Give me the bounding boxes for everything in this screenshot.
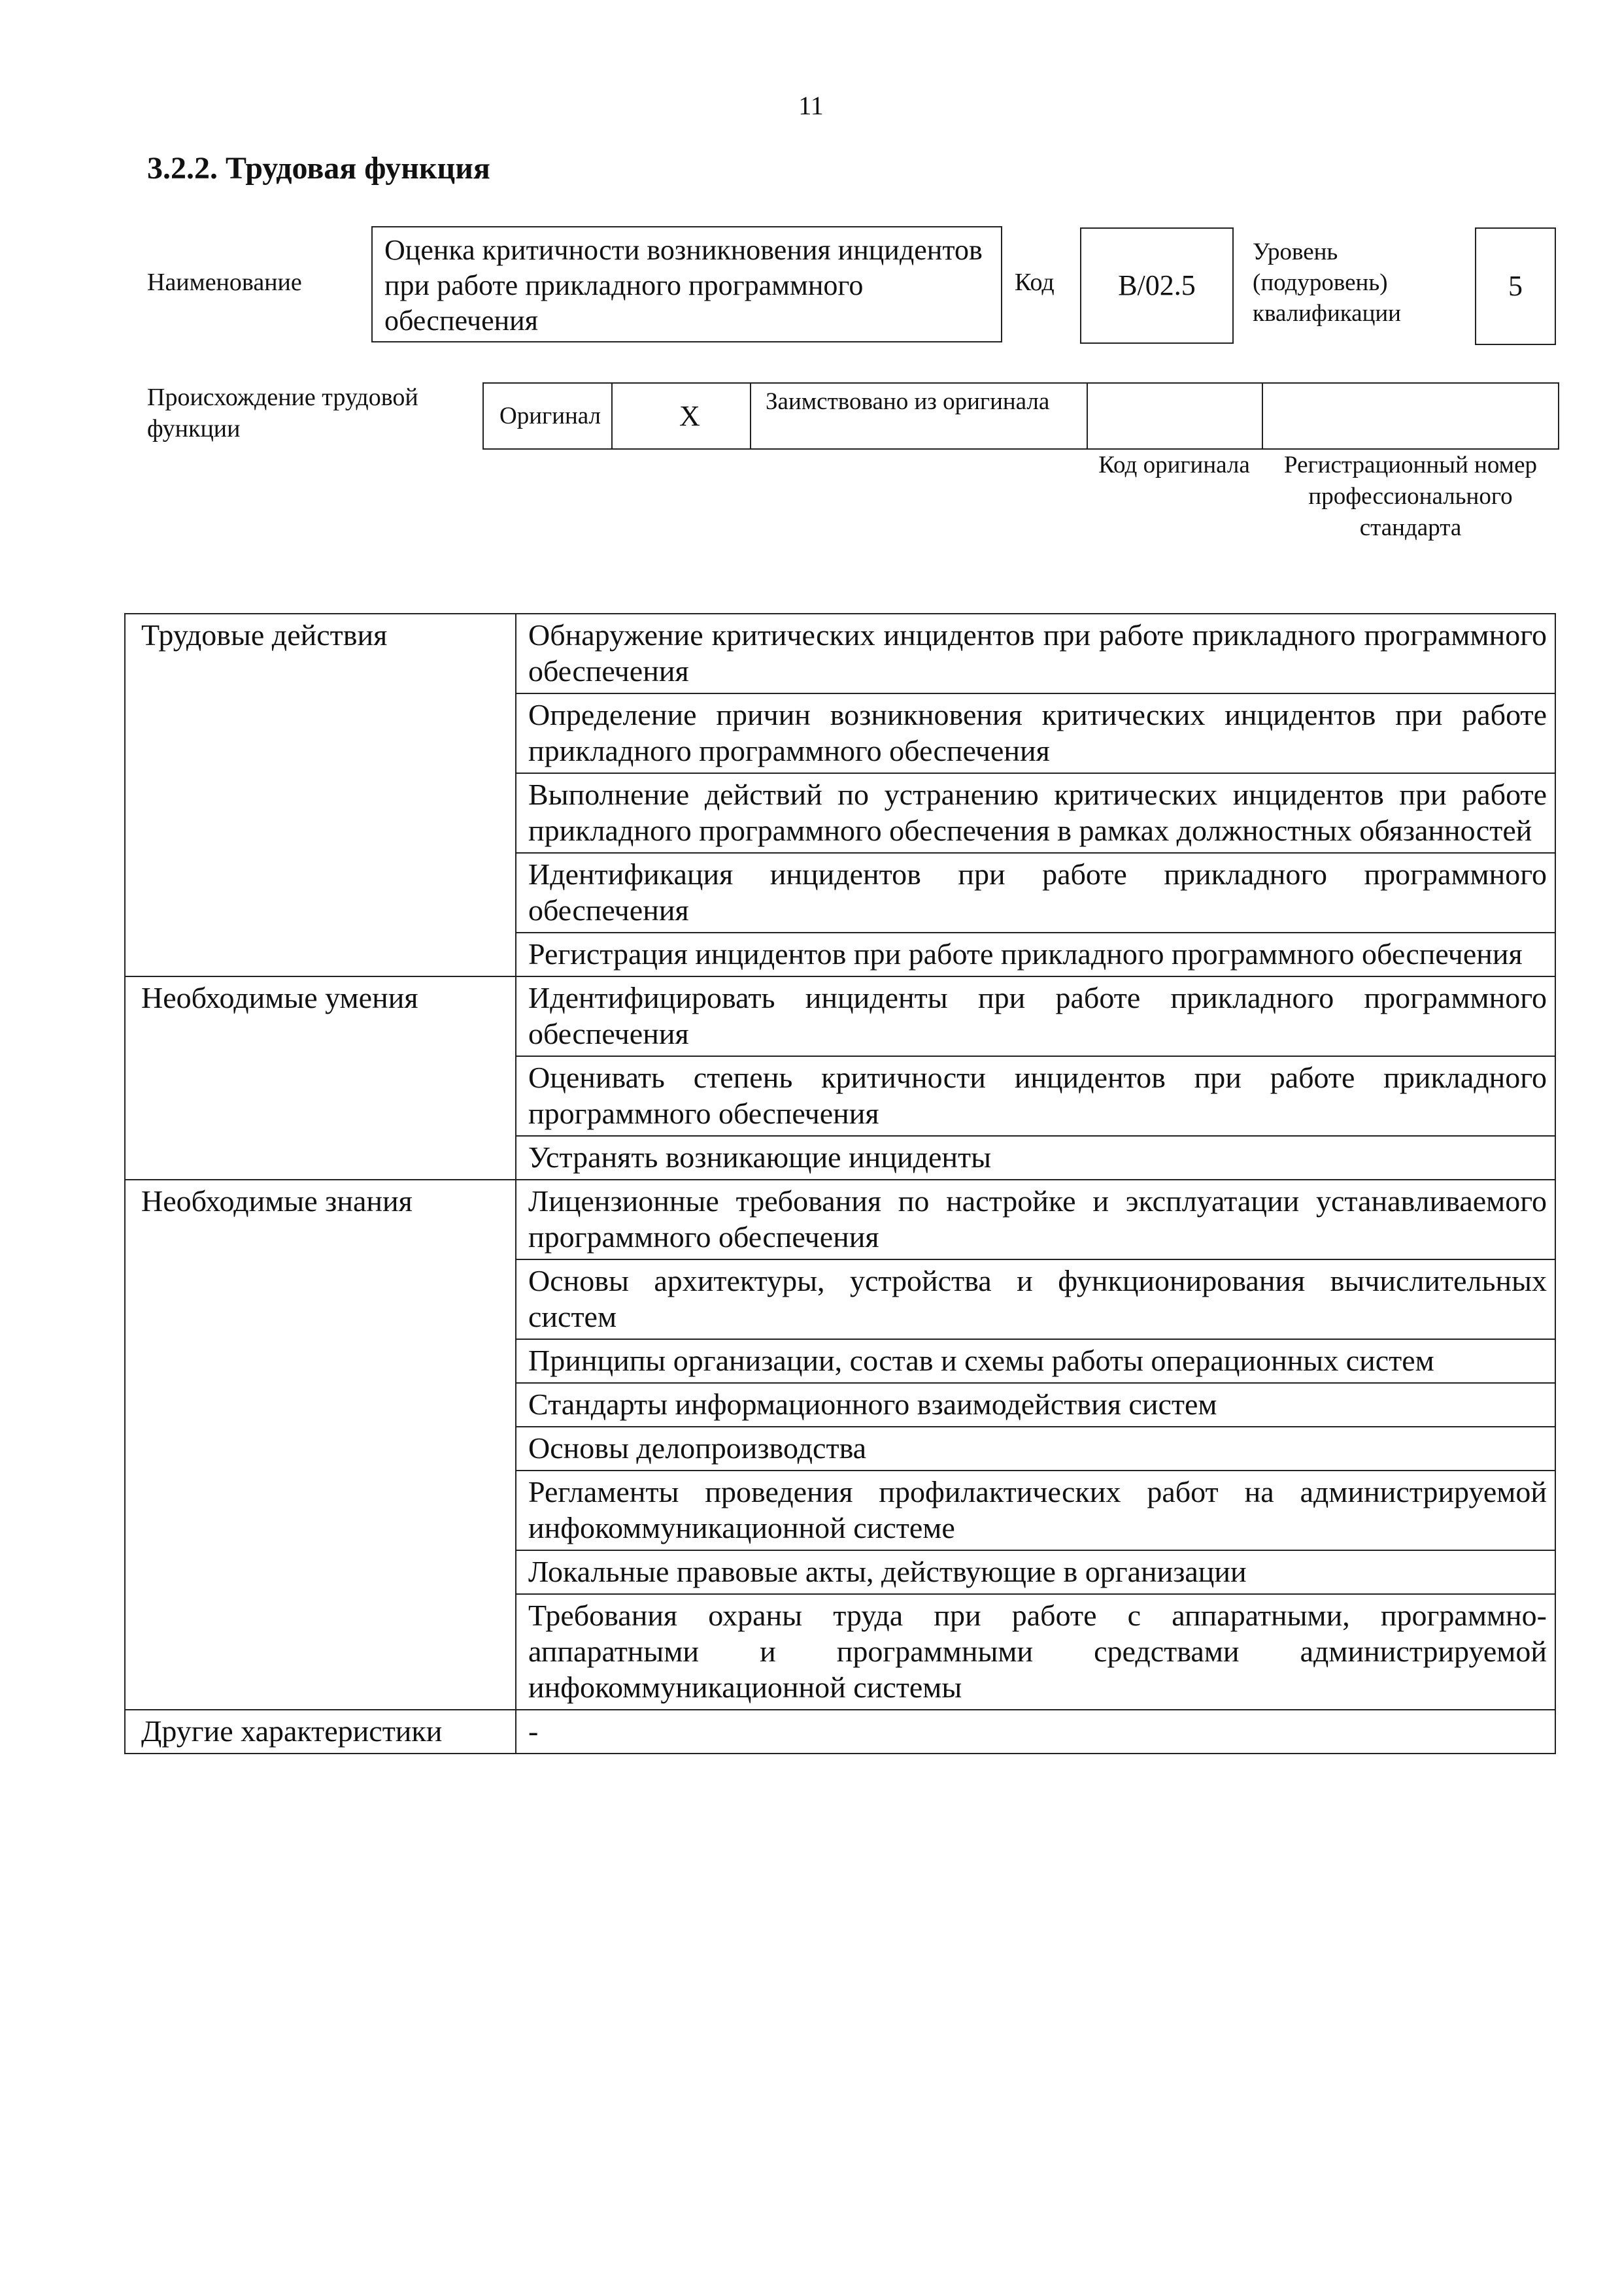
origin-label: Происхождение трудовой функции [147,384,418,442]
list-item: Обнаружение критических инцидентов при работе прикладного программного обеспечения [516,614,1555,693]
list-item: Регистрация инцидентов при работе прикладного программного обеспечения [516,933,1555,976]
level-label: Уровень (подуровень) квалификации [1253,239,1401,327]
list-item: Идентифицировать инциденты при работе прикладного программного обеспечения [516,976,1555,1056]
name-label: Наименование [147,269,302,296]
list-item: Локальные правовые акты, действующие в организации [516,1550,1555,1594]
section-header-labor-actions: Трудовые действия [125,614,516,976]
list-item: Принципы организации, состав и схемы работы операционных систем [516,1339,1555,1383]
list-item: Требования охраны труда при работе с аппаратными, программно-аппаратными и программными средствами администрируемой инфокоммуникационной системы [516,1594,1555,1710]
table-row [125,976,1555,1056]
registration-number-caption: Регистрационный номер профессионального стандарта [1283,452,1537,541]
borrowed-label: Заимствовано из оригинала [766,388,1050,415]
original-code-caption: Код оригинала [1098,452,1250,478]
section-title: 3.2.2. Трудовая функция [147,151,490,186]
code-value-box: B/02.5 [1080,227,1234,344]
list-item: Идентификация инцидентов при работе прикладного программного обеспечения [516,853,1555,933]
list-item: Регламенты проведения профилактических работ на администрируемой инфокоммуникационной системе [516,1471,1555,1550]
original-code-cell [1088,384,1263,448]
list-item: Основы делопроизводства [516,1427,1555,1471]
table-row [125,614,1555,693]
list-item: Стандарты информационного взаимодействия систем [516,1383,1555,1427]
page-number: 11 [798,91,824,120]
list-item: - [516,1710,1555,1754]
level-value-box: 5 [1475,227,1556,345]
section-header-other-characteristics: Другие характеристики [125,1710,516,1754]
origin-table [482,382,1559,450]
registration-number-cell [1263,384,1558,448]
list-item: Устранять возникающие инциденты [516,1136,1555,1180]
function-details-table [124,613,1556,1754]
list-item: Основы архитектуры, устройства и функционирования вычислительных систем [516,1259,1555,1339]
list-item: Лицензионные требования по настройке и эксплуатации устанавливаемого программного обеспечения [516,1180,1555,1259]
list-item: Определение причин возникновения критических инцидентов при работе прикладного программного обеспечения [516,693,1555,773]
table-row [125,1180,1555,1259]
original-label: Оригинал [499,403,601,429]
section-header-required-skills: Необходимые умения [125,976,516,1180]
list-item: Оценивать степень критичности инцидентов при работе прикладного программного обеспечения [516,1056,1555,1136]
original-mark: X [679,399,700,432]
code-label: Код [1015,269,1055,296]
table-row [125,1710,1555,1754]
list-item: Выполнение действий по устранению критических инцидентов при работе прикладного программного обеспечения в рамках должностных обязанностей [516,773,1555,853]
function-name-box: Оценка критичности возникновения инцидентов при работе прикладного программного обеспечения [371,226,1002,342]
section-header-required-knowledge: Необходимые знания [125,1180,516,1710]
